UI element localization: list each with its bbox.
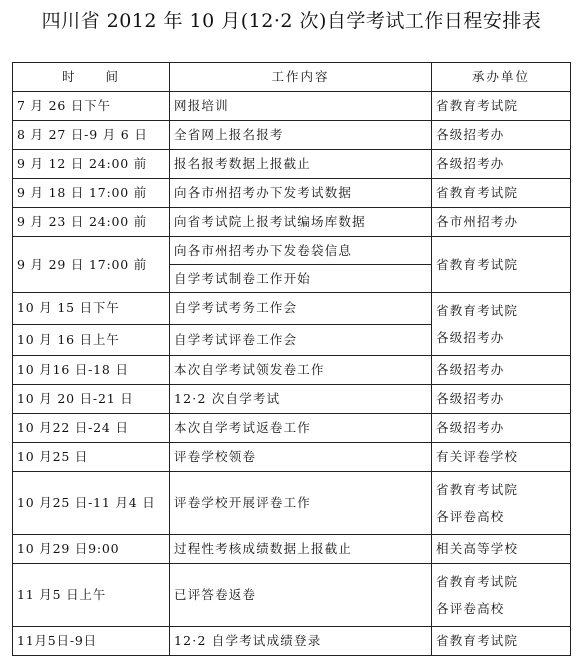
cell-unit-line: 省教育考试院 xyxy=(436,482,519,497)
cell-time: 10 月29 日9:00 xyxy=(13,535,170,564)
cell-unit-line: 各评卷高校 xyxy=(436,509,505,524)
cell-unit xyxy=(432,564,571,627)
table-row xyxy=(13,443,571,472)
cell-content: 12·2 次自学考试 xyxy=(170,385,432,414)
cell-content-line: 自学考试制卷工作开始 xyxy=(170,264,431,292)
cell-content: 报名报考数据上报截止 xyxy=(170,150,432,179)
cell-time: 9 月 12 日 24:00 前 xyxy=(13,150,170,179)
header-time: 时 间 xyxy=(13,63,170,92)
table-row xyxy=(13,237,571,293)
table-row xyxy=(13,564,571,627)
schedule-table xyxy=(12,62,571,656)
page-title: 四川省 2012 年 10 月(12·2 次)自学考试工作日程安排表 xyxy=(41,10,542,32)
table-row xyxy=(13,356,571,385)
cell-time: 8 月 27 日-9 月 6 日 xyxy=(13,121,170,150)
cell-time: 10 月 15 日下午 xyxy=(13,293,170,325)
cell-content-line: 向各市州招考办下发卷袋信息 xyxy=(174,243,353,258)
cell-content: 已评答卷返卷 xyxy=(170,564,432,627)
cell-unit: 各级招考办 xyxy=(432,121,571,150)
cell-unit: 省教育考试院 xyxy=(432,237,571,293)
cell-time: 10 月 20 日-21 日 xyxy=(13,385,170,414)
cell-unit: 有关评卷学校 xyxy=(432,443,571,472)
cell-content: 过程性考核成绩数据上报截止 xyxy=(170,535,432,564)
cell-time: 10 月16 日-18 日 xyxy=(13,356,170,385)
table-row xyxy=(13,179,571,208)
table-row xyxy=(13,414,571,443)
table-row xyxy=(13,472,571,535)
cell-content: 全省网上报名报考 xyxy=(170,121,432,150)
cell-unit: 各级招考办 xyxy=(432,414,571,443)
cell-unit-line: 省教育考试院 xyxy=(436,574,519,589)
cell-time: 10 月25 日 xyxy=(13,443,170,472)
cell-unit-line: 省教育考试院 xyxy=(436,303,519,318)
cell-unit: 各市州招考办 xyxy=(432,208,571,237)
cell-time: 10 月 16 日上午 xyxy=(13,324,170,356)
cell-unit: 省教育考试院 xyxy=(432,627,571,656)
cell-unit xyxy=(432,293,571,356)
cell-unit xyxy=(432,472,571,535)
cell-time: 11 月5 日上午 xyxy=(13,564,170,627)
cell-unit: 省教育考试院 xyxy=(432,92,571,121)
cell-unit: 各级招考办 xyxy=(432,385,571,414)
cell-time: 11月5日-9日 xyxy=(13,627,170,656)
cell-time: 10 月25 日-11 月4 日 xyxy=(13,472,170,535)
table-header-row xyxy=(13,63,571,92)
table-row xyxy=(13,535,571,564)
cell-content: 评卷学校开展评卷工作 xyxy=(170,472,432,535)
cell-content: 网报培训 xyxy=(170,92,432,121)
cell-content xyxy=(170,237,432,293)
cell-content: 评卷学校领卷 xyxy=(170,443,432,472)
cell-unit: 各级招考办 xyxy=(432,150,571,179)
cell-time: 9 月 23 日 24:00 前 xyxy=(13,208,170,237)
cell-content: 自学考试评卷工作会 xyxy=(170,324,432,356)
header-unit: 承办单位 xyxy=(432,63,571,92)
cell-time: 9 月 29 日 17:00 前 xyxy=(13,237,170,293)
cell-content: 向各市州招考办下发考试数据 xyxy=(170,179,432,208)
cell-content: 本次自学考试领发卷工作 xyxy=(170,356,432,385)
cell-unit: 省教育考试院 xyxy=(432,179,571,208)
cell-unit-line: 各级招考办 xyxy=(436,330,505,345)
cell-content: 自学考试考务工作会 xyxy=(170,293,432,325)
table-row xyxy=(13,92,571,121)
table-row xyxy=(13,627,571,656)
cell-unit: 各级招考办 xyxy=(432,356,571,385)
table-row xyxy=(13,150,571,179)
header-content: 工作内容 xyxy=(170,63,432,92)
cell-content: 12·2 自学考试成绩登录 xyxy=(170,627,432,656)
cell-content: 本次自学考试返卷工作 xyxy=(170,414,432,443)
table-row xyxy=(13,293,571,325)
cell-time: 10 月22 日-24 日 xyxy=(13,414,170,443)
cell-content: 向省考试院上报考试编场库数据 xyxy=(170,208,432,237)
table-row xyxy=(13,121,571,150)
cell-time: 7 月 26 日下午 xyxy=(13,92,170,121)
cell-unit: 相关高等学校 xyxy=(432,535,571,564)
table-row xyxy=(13,385,571,414)
table-row xyxy=(13,208,571,237)
cell-time: 9 月 18 日 17:00 前 xyxy=(13,179,170,208)
cell-unit-line: 各评卷高校 xyxy=(436,601,505,616)
schedule-body xyxy=(13,92,571,656)
